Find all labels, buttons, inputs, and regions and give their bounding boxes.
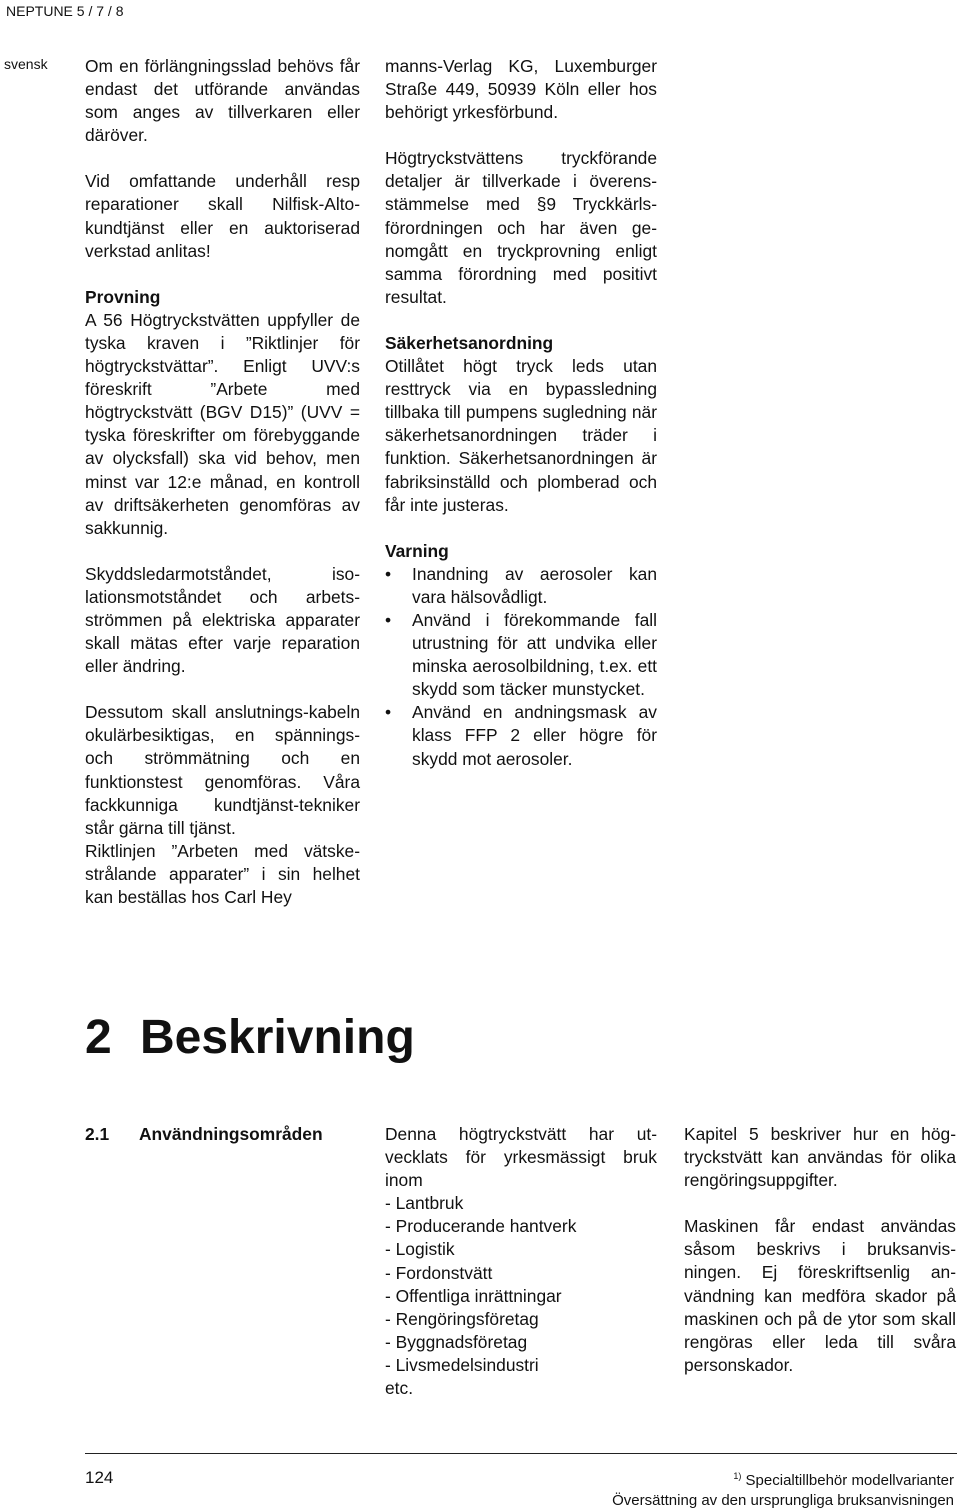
paragraph-usage-intro: Denna högtryckstvätt har utvecklats för yrkesmässigt bruk inom — [385, 1124, 657, 1191]
paragraph-maintenance: Vid omfattande underhåll resp reparationer skall Nilfisk-Altokundtjänst eller en auktoriserad verkstad anlitas! — [85, 171, 360, 261]
page-number: 124 — [85, 1468, 114, 1487]
bullet-icon: • — [385, 702, 392, 723]
usage-notes-column — [684, 1123, 956, 1400]
heading-safety-device: Säkerhetsanordning — [385, 332, 554, 353]
chapter-heading — [85, 1008, 415, 1068]
footnote-mark: 1) — [733, 1471, 742, 1481]
list-item: - Logistik — [385, 1239, 455, 1260]
paragraph-guideline-order: Riktlinjen ”Arbeten med vätskestrålande apparater” i sin helhet kan beställas hos Carl Hey — [85, 840, 360, 907]
paragraph-cable-inspection: Dessutom skall anslutnings-kabeln okulärbesiktigas, en spännings- och strömmätning och en funktionstest genomföras. Våra fackkunniga kundtjänst-tekniker står gärna till tjänst. — [85, 702, 360, 838]
paragraph-resistance-measurement: Skyddsledarmotståndet, isolationsmotståndet och arbetsströmmen på elektriska apparater skall mätas efter varje reparation eller ändring. — [85, 563, 360, 677]
paragraph-extension-cable: Om en förlängningsslad behövs får endast det utförande användas som anges av tillverkaren eller däröver. — [85, 56, 360, 146]
list-item: • Använd i förekommande fall utrustning för att undvika eller minska aerosolbildning, t.ex. ett skydd som täcker munstycket. — [385, 609, 657, 700]
list-item: - Producerande hantverk — [385, 1216, 577, 1237]
list-item: - Fordonstvätt — [385, 1262, 493, 1283]
language-label: svensk — [4, 56, 48, 72]
usage-column — [385, 1123, 657, 1400]
page-header — [0, 0, 960, 22]
footer-divider — [85, 1453, 957, 1454]
bullet-icon: • — [385, 609, 392, 630]
list-item: • Använd en andningsmask av klass FFP 2 eller högre för skydd mot aerosoler. — [385, 702, 657, 769]
footnote — [612, 1466, 954, 1491]
list-item: - Livsmedelsindustri — [385, 1354, 539, 1375]
section-number: 2.1 — [85, 1124, 110, 1144]
list-item: - Lantbruk — [385, 1193, 464, 1214]
bullet-icon: • — [385, 563, 392, 584]
translation-note: Översättning av den ursprungliga bruksanvisningen — [612, 1492, 954, 1509]
paragraph-chapter-reference: Kapitel 5 beskriver hur en högtryckstvätt kan användas för olika rengöringsuppgifter. — [684, 1124, 956, 1191]
heading-warning: Varning — [385, 540, 449, 561]
left-text-column — [85, 55, 360, 909]
paragraph-safety-device: Otillåtet högt tryck leds utan resttryck via en bypassledning tillbaka till pumpens sugledning när säkerhetsanordningen träder i funktion. Säkerhetsanordningen är fabriksinställd och plomberad och får inte justeras. — [385, 356, 657, 515]
footer-notes — [612, 1466, 954, 1511]
header-model-title: NEPTUNE 5 / 7 / 8 — [6, 3, 124, 19]
footnote-text: Specialtillbehör modellvarianter — [745, 1472, 954, 1489]
list-item: • Inandning av aerosoler kan vara hälsovådligt. — [385, 563, 657, 607]
right-text-column — [385, 55, 657, 771]
paragraph-testing: A 56 Högtryckstvätten uppfyller de tyska kraven i ”Riktlinjer för högtryckstvättar”. Enligt UVV:s föreskrift ”Arbete med högtryckstvätt (BGV D15)” (UVV = tyska föreskrifter om förebyggande av olycksfall) ska vid behov, men minst var 12:e månad, en kontroll av driftsäkerheten genomföras av sakkunnig. — [85, 309, 360, 538]
list-item: - Byggnadsföretag — [385, 1331, 528, 1352]
paragraph-publisher-address: manns-Verlag KG, Luxemburger Straße 449, 50939 Köln eller hos behörigt yrkesförbund. — [385, 56, 657, 123]
chapter-number: 2 — [85, 1011, 112, 1064]
paragraph-pressure-parts: Högtryckstvättens tryckförande detaljer är tillverkade i överensstämmelse med §9 Tryckkärlsförordningen och har även genomgått en tryckprovning enligt samma förordning med positivt resultat. — [385, 148, 657, 307]
chapter-title: Beskrivning — [140, 1011, 415, 1064]
list-item: etc. — [385, 1378, 414, 1399]
section-title: Användningsområden — [139, 1124, 323, 1144]
section-heading — [85, 1123, 323, 1146]
heading-provning: Provning — [85, 286, 161, 307]
warning-bullet-list — [385, 563, 657, 771]
list-item: - Offentliga inrättningar — [385, 1285, 562, 1306]
usage-list — [385, 1192, 657, 1400]
paragraph-intended-use: Maskinen får endast användas såsom beskrivs i bruksanvisningen. Ej föreskriftsenlig användning kan medföra skador på maskinen och på de ytor som skall rengöras eller leda till svåra personskador. — [684, 1216, 956, 1375]
list-item: - Rengöringsföretag — [385, 1308, 539, 1329]
